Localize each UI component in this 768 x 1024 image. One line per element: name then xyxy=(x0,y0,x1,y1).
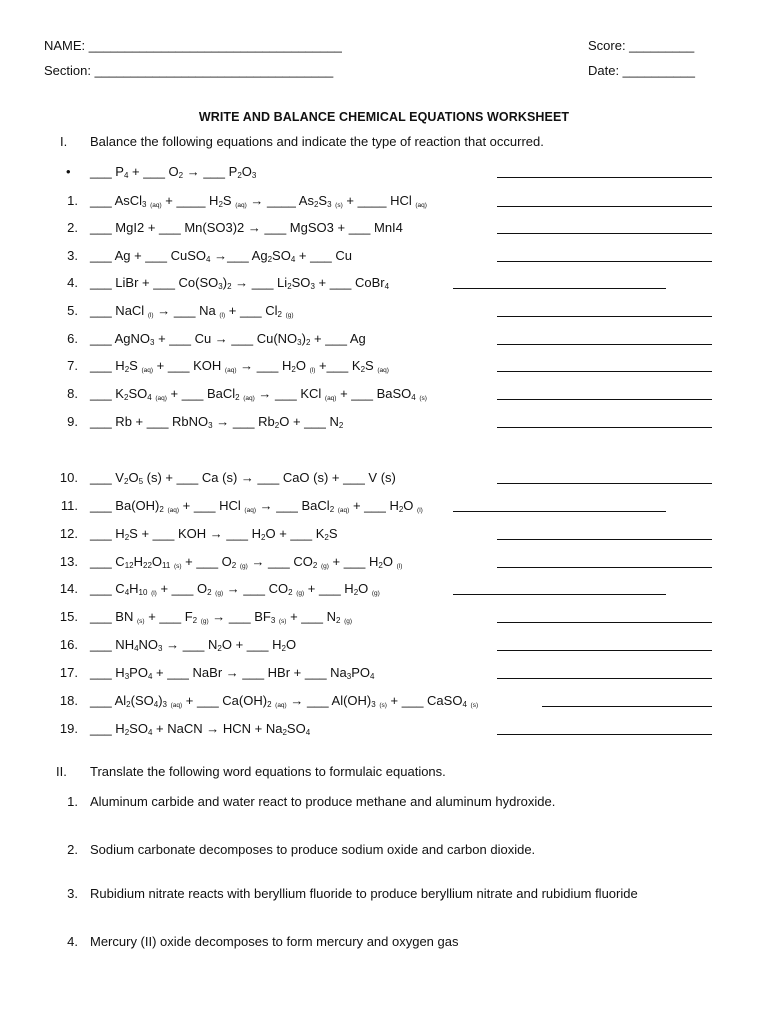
equation-17: ___ $H_3PO_4$ + ___ NaBr → ___ HBr + ___ $Na_3PO_4$ xyxy=(90,665,375,681)
word-item-number: 3. xyxy=(67,886,78,901)
date-field[interactable]: Date: __________ xyxy=(588,63,695,78)
answer-line-7[interactable] xyxy=(497,371,712,372)
equation-11: ___ $Ba(OH)_2$ (aq) + ___ HCl (aq) → ___ BaCl$_2$ (aq) + ___ $H_2O$ (l) xyxy=(90,498,423,514)
answer-line-14[interactable] xyxy=(453,594,666,595)
item-number-1: 1. xyxy=(67,193,78,208)
score-field[interactable]: Score: _________ xyxy=(588,38,695,53)
word-equation-4: Mercury (II) oxide decomposes to form mercury and oxygen gas xyxy=(90,934,459,949)
word-equation-1: Aluminum carbide and water react to produce methane and aluminum hydroxide. xyxy=(90,794,556,809)
word-equation-3: Rubidium nitrate reacts with beryllium fluoride to produce beryllium nitrate and rubidium fluoride xyxy=(90,886,638,901)
equation-10: ___ $V_2O_5$ (s) + ___ Ca (s) → ___ CaO (s) + ___ V (s) xyxy=(90,470,396,486)
answer-line-2[interactable] xyxy=(497,233,712,234)
answer-line-8[interactable] xyxy=(497,399,712,400)
item-number-12: 12. xyxy=(59,526,78,541)
equation-9: ___ Rb + ___ RbNO$_3$ → ___ $Rb_2O$ + ___ $N_2$ xyxy=(90,414,344,430)
item-number-11: 11. xyxy=(60,498,78,513)
answer-line-6[interactable] xyxy=(497,344,712,345)
item-number-5: 5. xyxy=(67,303,78,318)
part2-instruction: Translate the following word equations to formulaic equations. xyxy=(90,764,446,779)
equation-18: ___ $Al_2(SO_4)_3$ (aq) + ___ $Ca(OH)_2$ (aq) → ___ $Al(OH)_3$ (s) + ___ CaSO$_4$ (s) xyxy=(90,693,479,709)
part2-numeral: II. xyxy=(56,764,67,779)
item-number-8: 8. xyxy=(67,386,78,401)
equation-7: ___ $H_2S$ (aq) + ___ KOH (aq) → ___ $H_2O$ (l) +___ $K_2S$ (aq) xyxy=(90,358,389,374)
item-number-9: 9. xyxy=(67,414,78,429)
answer-line-19[interactable] xyxy=(497,734,712,735)
word-equation-2: Sodium carbonate decomposes to produce sodium oxide and carbon dioxide. xyxy=(90,842,536,857)
item-number-3: 3. xyxy=(67,248,78,263)
item-number-18: 18. xyxy=(59,693,78,708)
equation-1: ___ AsCl$_3$ (aq) + ____ $H_2S$ (aq) → ____ $As_2S_3$ (s) + ____ HCl (aq) xyxy=(90,193,427,209)
equation-4: ___ LiBr + ___ $Co(SO_3)_2$ → ___ $Li_2SO_3$ + ___ CoBr$_4$ xyxy=(90,275,390,291)
equation-0: ___ $P_4$ + ___ $O_2$ → ___ $P_2O_3$ xyxy=(90,164,257,180)
item-number-16: 16. xyxy=(59,637,78,652)
word-item-number: 4. xyxy=(67,934,78,949)
answer-line-18[interactable] xyxy=(542,706,712,707)
equation-2: ___ MgI2 + ___ Mn(SO3)2 → ___ MgSO3 + ___ MnI4 xyxy=(90,220,403,235)
item-number-2: 2. xyxy=(67,220,78,235)
name-field[interactable]: NAME: ___________________________________ xyxy=(44,38,342,53)
bullet: • xyxy=(66,164,71,179)
part1-numeral: I. xyxy=(60,134,68,149)
answer-line-17[interactable] xyxy=(497,678,712,679)
item-number-15: 15. xyxy=(59,609,78,624)
equation-19: ___ $H_2SO_4$ + NaCN → HCN + $Na_2SO_4$ xyxy=(90,721,311,737)
equation-5: ___ NaCl (l) → ___ Na (l) + ___ $Cl_2$ (g) xyxy=(90,303,294,319)
equation-16: ___ $NH_4NO_3$ → ___ $N_2O$ + ___ $H_2O$ xyxy=(90,637,297,653)
answer-line-9[interactable] xyxy=(497,427,712,428)
equation-13: ___ $C_{12}H_{22}O_{11}$ (s) + ___ $O_2$ (g) → ___ $CO_2$ (g) + ___ $H_2O$ (l) xyxy=(90,554,403,570)
answer-line-15[interactable] xyxy=(497,622,712,623)
answer-line-5[interactable] xyxy=(497,316,712,317)
answer-line-10[interactable] xyxy=(497,483,712,484)
answer-line-4[interactable] xyxy=(453,288,666,289)
answer-line-16[interactable] xyxy=(497,650,712,651)
item-number-6: 6. xyxy=(67,331,78,346)
answer-line-1[interactable] xyxy=(497,206,712,207)
item-number-10: 10. xyxy=(59,470,78,485)
section-field[interactable]: Section: _________________________________ xyxy=(44,63,334,78)
item-number-7: 7. xyxy=(67,358,78,373)
equation-8: ___ $K_2SO_4$ (aq) + ___ BaCl$_2$ (aq) → ___ KCl (aq) + ___ BaSO$_4$ (s) xyxy=(90,386,427,402)
item-number-13: 13. xyxy=(59,554,78,569)
equation-14: ___ $C_4H_{10}$ (l) + ___ $O_2$ (g) → ___ $CO_2$ (g) + ___ $H_2O$ (g) xyxy=(90,581,380,597)
item-number-17: 17. xyxy=(59,665,78,680)
answer-line-11[interactable] xyxy=(453,511,666,512)
equation-15: ___ BN (s) + ___ $F_2$ (g) → ___ $BF_3$ (s) + ___ $N_2$ (g) xyxy=(90,609,353,625)
equation-3: ___ Ag + ___ CuSO$_4$ →___ $Ag_2SO_4$ + ___ Cu xyxy=(90,248,353,264)
answer-line-12[interactable] xyxy=(497,539,712,540)
item-number-19: 19. xyxy=(59,721,78,736)
part1-instruction: Balance the following equations and indicate the type of reaction that occurred. xyxy=(90,134,544,149)
item-number-4: 4. xyxy=(67,275,78,290)
equation-12: ___ $H_2S$ + ___ KOH → ___ $H_2O$ + ___ $K_2S$ xyxy=(90,526,338,542)
equation-6: ___ AgNO$_3$ + ___ Cu → ___ $Cu(NO_3)_2$ + ___ Ag xyxy=(90,331,366,347)
word-item-number: 2. xyxy=(67,842,78,857)
page-title: WRITE AND BALANCE CHEMICAL EQUATIONS WORKSHEET xyxy=(198,110,570,124)
answer-line-0[interactable] xyxy=(497,177,712,178)
word-item-number: 1. xyxy=(67,794,78,809)
item-number-14: 14. xyxy=(59,581,78,596)
answer-line-3[interactable] xyxy=(497,261,712,262)
answer-line-13[interactable] xyxy=(497,567,712,568)
